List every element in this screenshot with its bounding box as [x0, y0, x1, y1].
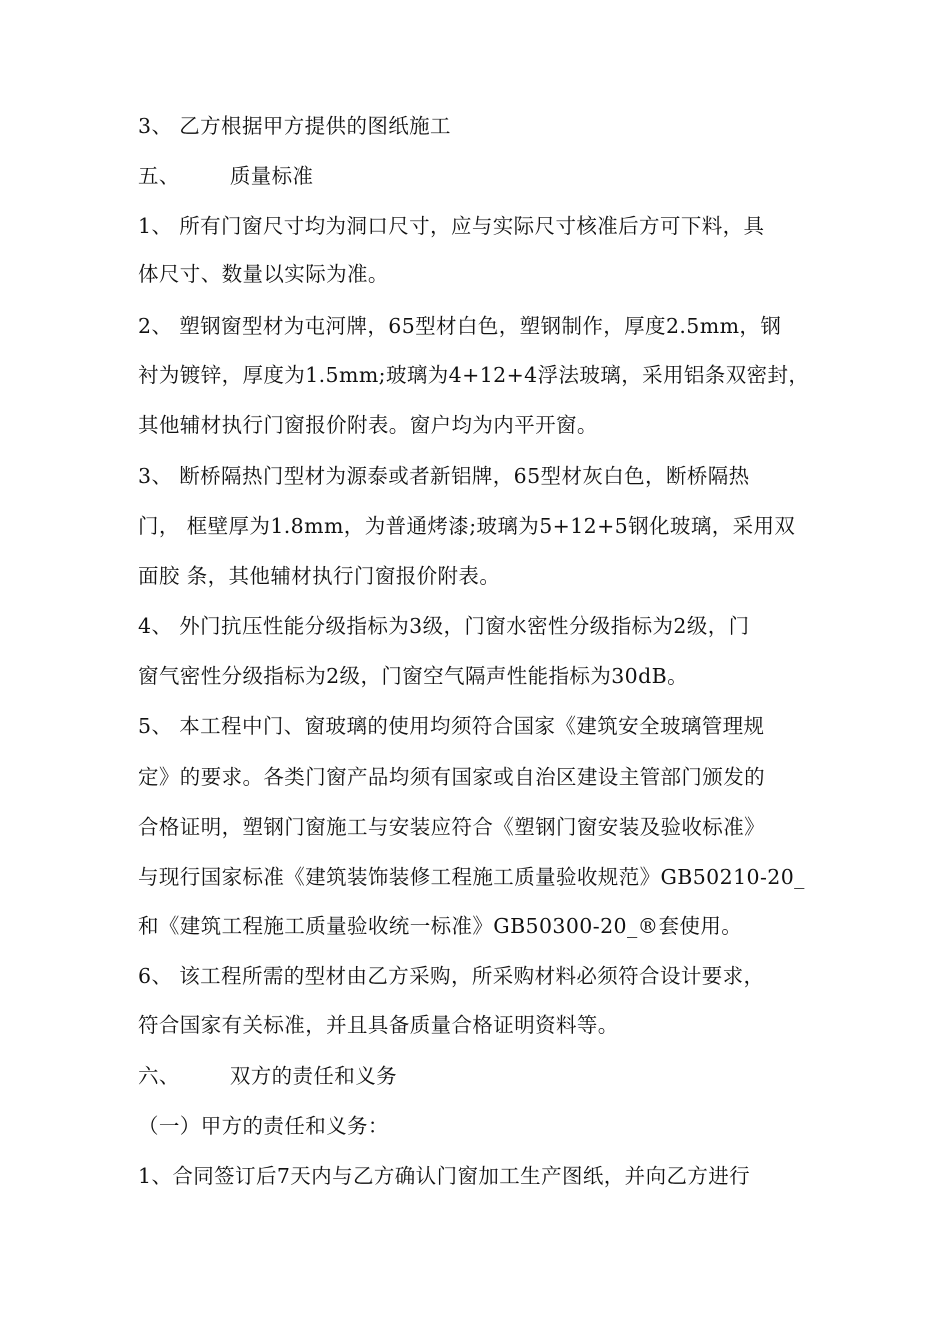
paragraph-line: 符合国家有关标准，并且具备质量合格证明资料等。	[138, 1013, 619, 1037]
paragraph-line: 1、 所有门窗尺寸均为洞口尺寸，应与实际尺寸核准后方可下料，具	[138, 214, 765, 238]
paragraph-line: 衬为镀锌，厚度为1.5mm;玻璃为4+12+4浮法玻璃，采用铝条双密封，	[138, 363, 810, 387]
paragraph-line: 门， 框壁厚为1.8mm，为普通烤漆;玻璃为5+12+5钢化玻璃，采用双	[138, 514, 796, 538]
paragraph-line: 4、 外门抗压性能分级指标为3级，门窗水密性分级指标为2级，门	[138, 614, 750, 638]
paragraph-line: 与现行国家标准《建筑装饰装修工程施工质量验收规范》GB50210-20_	[138, 865, 805, 889]
paragraph-line: 和《建筑工程施工质量验收统一标准》GB50300-20_®套使用。	[138, 914, 743, 938]
subsection-heading: （一）甲方的责任和义务：	[138, 1114, 389, 1138]
section-heading-quality	[138, 161, 313, 191]
section-title: 双方的责任和义务	[229, 1064, 398, 1088]
section-number: 五、	[138, 164, 180, 188]
section-title: 质量标准	[229, 164, 314, 188]
paragraph-line: 合格证明，塑钢门窗施工与安装应符合《塑钢门窗安装及验收标准》	[138, 815, 765, 839]
section-number: 六、	[138, 1064, 180, 1088]
paragraph-line: 3、 乙方根据甲方提供的图纸施工	[138, 114, 451, 138]
paragraph-line: 6、 该工程所需的型材由乙方采购，所采购材料必须符合设计要求，	[138, 964, 765, 988]
paragraph-line: 体尺寸、数量以实际为准。	[138, 262, 389, 286]
paragraph-line: 1、合同签订后7天内与乙方确认门窗加工生产图纸，并向乙方进行	[138, 1164, 751, 1188]
section-heading-responsibilities	[138, 1061, 397, 1091]
paragraph-line: 5、 本工程中门、窗玻璃的使用均须符合国家《建筑安全玻璃管理规	[138, 714, 765, 738]
paragraph-line: 2、 塑钢窗型材为屯河牌，65型材白色，塑钢制作，厚度2.5mm，钢	[138, 314, 782, 338]
paragraph-line: 面胶 条，其他辅材执行门窗报价附表。	[138, 564, 501, 588]
paragraph-line: 3、 断桥隔热门型材为源泰或者新铝牌，65型材灰白色，断桥隔热	[138, 464, 750, 488]
paragraph-line: 窗气密性分级指标为2级，门窗空气隔声性能指标为30dB。	[138, 664, 689, 688]
paragraph-line: 其他辅材执行门窗报价附表。窗户均为内平开窗。	[138, 413, 598, 437]
paragraph-line: 定》的要求。各类门窗产品均须有国家或自治区建设主管部门颁发的	[138, 765, 765, 789]
